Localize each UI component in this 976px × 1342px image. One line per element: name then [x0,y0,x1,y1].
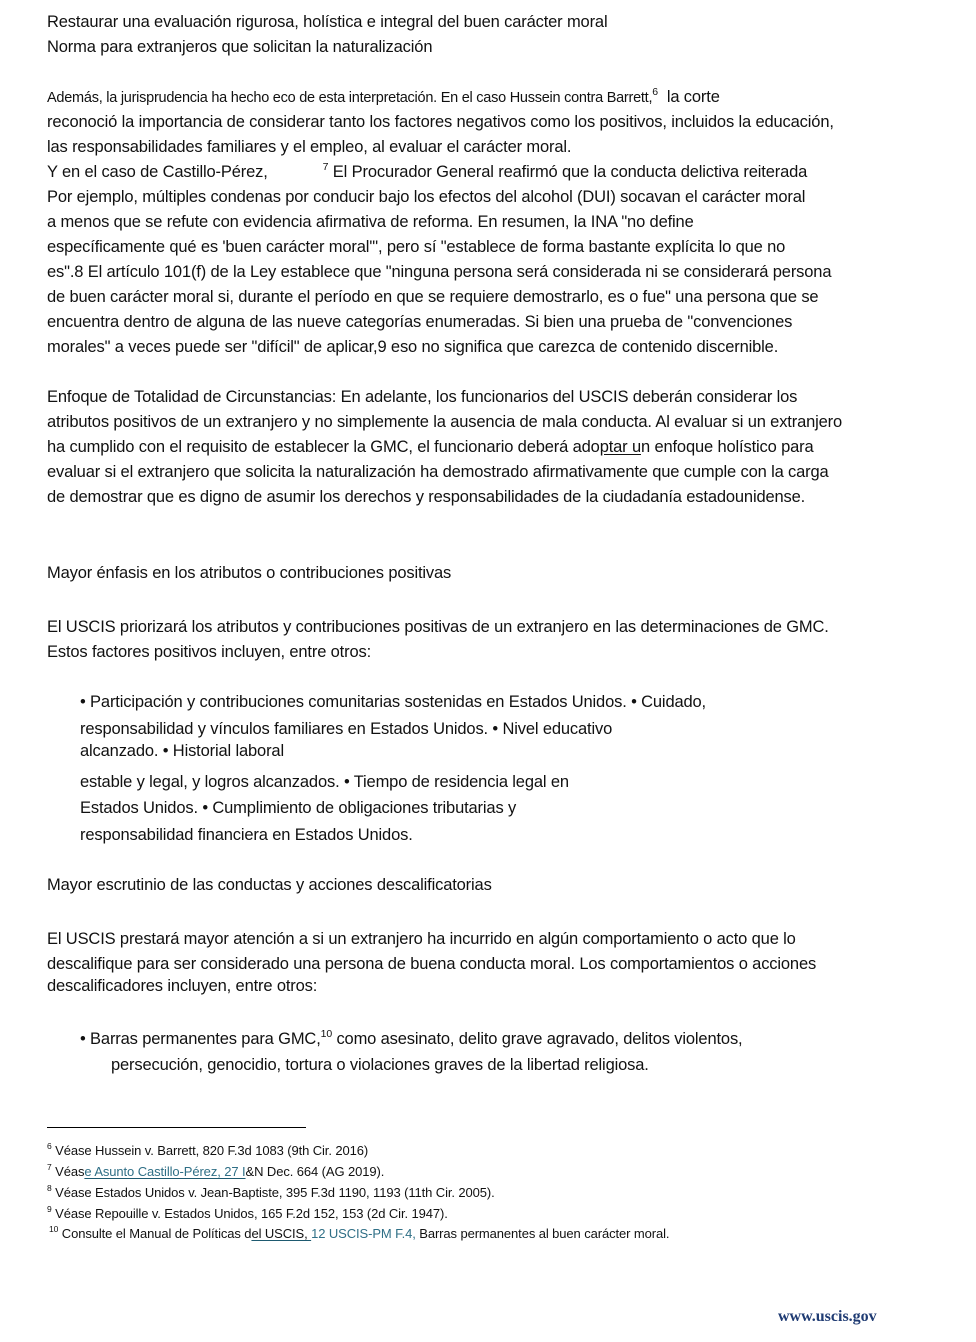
bullet-text: como asesinato, delito grave agravado, delitos violentos, [332,1030,743,1048]
footnote-text: &N Dec. 664 (AG 2019). [245,1164,385,1179]
paragraph-1-line-5: Por ejemplo, múltiples condenas por conducir bajo los efectos del alcohol (DUI) socavan el carácter moral [47,188,806,206]
section-heading-negative: Mayor escrutinio de las conductas y acciones descalificatorias [47,876,492,894]
footnote-7 [47,1161,385,1180]
footnote-ref-10[interactable]: 10 [320,1027,333,1040]
negative-intro-line-3: descalificadores incluyen, entre otros: [47,977,318,995]
positive-intro-line-1: El USCIS priorizará los atributos y contribuciones positivas de un extranjero en las determinaciones de GMC. [47,618,829,636]
footnote-number: 9 [47,1203,52,1214]
paragraph-2-line-1: Enfoque de Totalidad de Circunstancias: En adelante, los funcionarios del USCIS deberán considerar los [47,388,798,406]
footnote-number: 10 [49,1223,59,1234]
footnote-number: 6 [47,1140,52,1151]
paragraph-2-line-3 [47,437,814,457]
footnote-divider [47,1127,306,1128]
footnote-10 [49,1223,670,1242]
footer-website-url[interactable]: www.uscis.gov [778,1308,877,1325]
paragraph-2-line-2: atributos positivos de un extranjero y no simplemente la ausencia de mala conducta. Al evaluar si un extranjero [47,413,843,431]
section-heading-positive: Mayor énfasis en los atributos o contribuciones positivas [47,564,452,582]
positive-bullet-line-2: responsabilidad y vínculos familiares en Estados Unidos. • Nivel educativo [80,720,613,738]
negative-bullet-line-1 [80,1029,742,1049]
paragraph-text: El Procurador General reafirmó que la conducta delictiva reiterada [328,163,808,181]
paragraph-1-line-11: morales" a veces puede ser "difícil" de aplicar,9 eso no significa que carezca de contenido discernible. [47,338,779,356]
positive-bullet-line-3: alcanzado. • Historial laboral [80,742,284,760]
bullet-text: • Barras permanentes para GMC, [80,1030,321,1048]
title-line-1: Restaurar una evaluación rigurosa, holística e integral del buen carácter moral [47,13,608,31]
positive-bullet-line-1: • Participación y contribuciones comunitarias sostenidas en Estados Unidos. • Cuidado, [80,693,706,711]
positive-bullet-line-5: Estados Unidos. • Cumplimiento de obligaciones tributarias y [80,799,517,817]
title-line-2: Norma para extranjeros que solicitan la naturalización [47,38,433,56]
negative-intro-line-2: descalifique para ser considerado una persona de buena conducta moral. Los comportamientos o acciones [47,955,817,973]
positive-intro-line-2: Estos factores positivos incluyen, entre otros: [47,643,372,661]
paragraph-1-line-9: de buen carácter moral si, durante el período en que se requiere demostrarlo, es o fue" una persona que se [47,288,819,306]
footnote-ref-6[interactable]: 6 [652,85,658,98]
footnote-text: Véase Estados Unidos v. Jean-Baptiste, 395 F.3d 1190, 1193 (11th Cir. 2005). [55,1185,495,1200]
positive-bullet-line-4: estable y legal, y logros alcanzados. • Tiempo de residencia legal en [80,773,569,791]
paragraph-1-line-7: específicamente qué es 'buen carácter moral'", pero sí "establece de forma bastante explícita lo que no [47,238,786,256]
paragraph-1-line-6: a menos que se refute con evidencia afirmativa de reforma. En resumen, la INA "no define [47,213,694,231]
footnote-number: 8 [47,1182,52,1193]
footnote-6 [47,1140,369,1159]
footnote-ref-7[interactable]: 7 [322,160,329,173]
footnote-text: Véase Hussein v. Barrett, 820 F.3d 1083 (9th Cir. 2016) [55,1143,369,1158]
paragraph-text: n enfoque holístico para [640,438,814,456]
paragraph-text: Y en el caso de Castillo-Pérez, [47,163,268,181]
footnote-text: Véas [55,1164,85,1179]
underlined-text: ptar u [599,438,641,456]
castillo-perez-link[interactable]: e Asunto Castillo-Pérez, 27 I [84,1164,246,1179]
paragraph-1-line-8: es".8 El artículo 101(f) de la Ley establece que "ninguna persona será considerada ni se considerará persona [47,263,832,281]
footnote-text: Consulte el Manual de Políticas d [61,1226,252,1241]
footnote-number: 7 [47,1161,52,1172]
underlined-text: el USCIS, [251,1226,312,1241]
paragraph-2-line-4: evaluar si el extranjero que solicita la naturalización ha demostrado afirmativamente que cumple con la carga [47,463,829,481]
positive-bullet-line-6: responsabilidad financiera en Estados Unidos. [80,826,413,844]
paragraph-text: Además, la jurisprudencia ha hecho eco de esta interpretación. En el caso Hussein contra Barrett, [47,90,653,106]
uscis-policy-manual-link[interactable]: 12 USCIS-PM F.4, [311,1226,416,1241]
paragraph-1-line-3: las responsabilidades familiares y el empleo, al evaluar el carácter moral. [47,138,572,156]
paragraph-text: ha cumplido con el requisito de establecer la GMC, el funcionario deberá ado [47,438,600,456]
paragraph-2-line-5: de demostrar que es digno de asumir los derechos y responsabilidades de la ciudadanía estadounidense. [47,488,806,506]
negative-intro-line-1: El USCIS prestará mayor atención a si un extranjero ha incurrido en algún comportamiento o acto que lo [47,930,796,948]
footnote-9 [47,1203,448,1222]
paragraph-1-line-10: encuentra dentro de alguna de las nueve categorías enumeradas. Si bien una prueba de "convenciones [47,313,793,331]
paragraph-1-line-1 [47,87,720,108]
negative-bullet-line-2: persecución, genocidio, tortura o violaciones graves de la libertad religiosa. [111,1056,649,1074]
footnote-text: Barras permanentes al buen carácter moral. [415,1226,670,1241]
paragraph-text: la corte [657,88,720,106]
footnote-text: Véase Repouille v. Estados Unidos, 165 F.2d 152, 153 (2d Cir. 1947). [55,1206,448,1221]
paragraph-1-line-2: reconoció la importancia de considerar tanto los factores negativos como los positivos, incluidos la educación, [47,113,834,131]
footnote-8 [47,1182,495,1201]
paragraph-1-line-4 [47,162,807,182]
